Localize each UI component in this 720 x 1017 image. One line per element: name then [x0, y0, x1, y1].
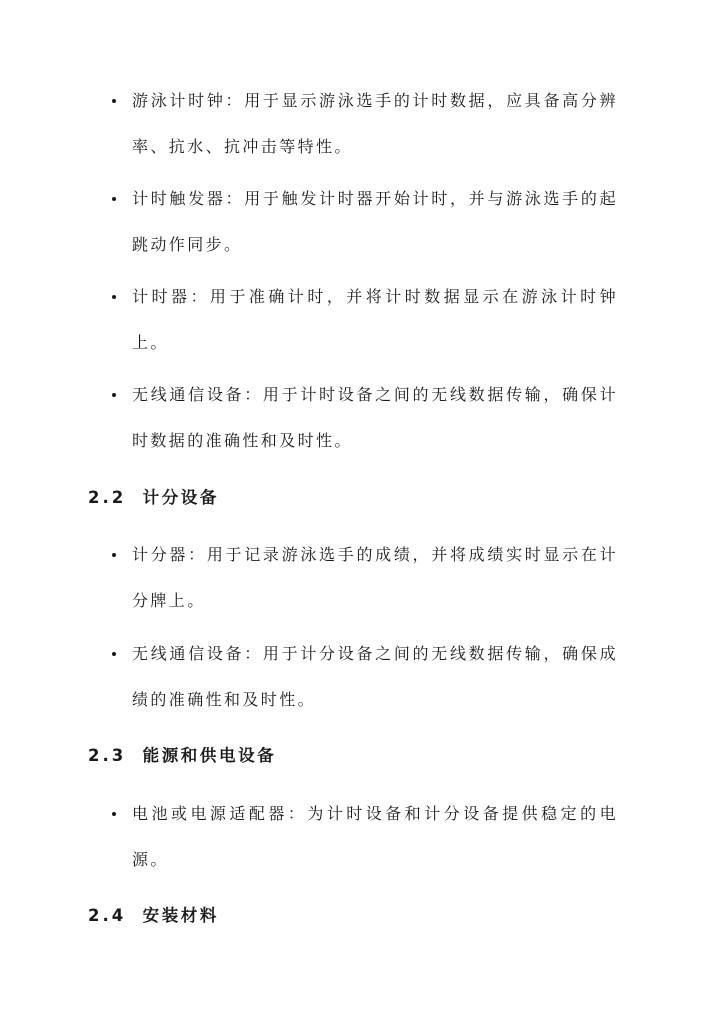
list-item-timer [132, 274, 618, 366]
bullet-icon [112, 812, 116, 816]
list-item-text: 游泳计时钟：用于显示游泳选手的计时数据，应具备高分辨率、抗水、抗冲击等特性。 [132, 91, 618, 156]
list-item-scorer [132, 532, 618, 624]
section-heading-2-2 [88, 484, 219, 512]
list-item-timing-trigger [132, 176, 618, 268]
bullet-icon [112, 393, 116, 397]
section-heading-2-4 [88, 902, 219, 930]
list-item-text: 计分器：用于记录游泳选手的成绩，并将成绩实时显示在计分牌上。 [132, 545, 618, 610]
list-item-swim-clock [132, 78, 618, 170]
list-item-text: 无线通信设备：用于计时设备之间的无线数据传输，确保计时数据的准确性和及时性。 [132, 385, 618, 450]
list-item-text: 无线通信设备：用于计分设备之间的无线数据传输，确保成绩的准确性和及时性。 [132, 644, 618, 709]
bullet-icon [112, 295, 116, 299]
bullet-icon [112, 553, 116, 557]
section-title: 能源和供电设备 [142, 746, 277, 765]
section-heading-2-3 [88, 742, 276, 770]
section-title: 安装材料 [142, 906, 219, 925]
section-number: 2.2 [88, 488, 127, 507]
bullet-icon [112, 197, 116, 201]
list-item-text: 计时器：用于准确计时，并将计时数据显示在游泳计时钟上。 [132, 287, 618, 352]
bullet-icon [112, 99, 116, 103]
list-item-wireless-scoring [132, 631, 618, 723]
list-item-power-supply [132, 791, 618, 883]
bullet-icon [112, 652, 116, 656]
list-item-wireless-timing [132, 372, 618, 464]
section-title: 计分设备 [142, 488, 219, 507]
section-number: 2.4 [88, 906, 127, 925]
section-number: 2.3 [88, 746, 127, 765]
list-item-text: 计时触发器：用于触发计时器开始计时，并与游泳选手的起跳动作同步。 [132, 189, 618, 254]
list-item-text: 电池或电源适配器：为计时设备和计分设备提供稳定的电源。 [132, 804, 618, 869]
